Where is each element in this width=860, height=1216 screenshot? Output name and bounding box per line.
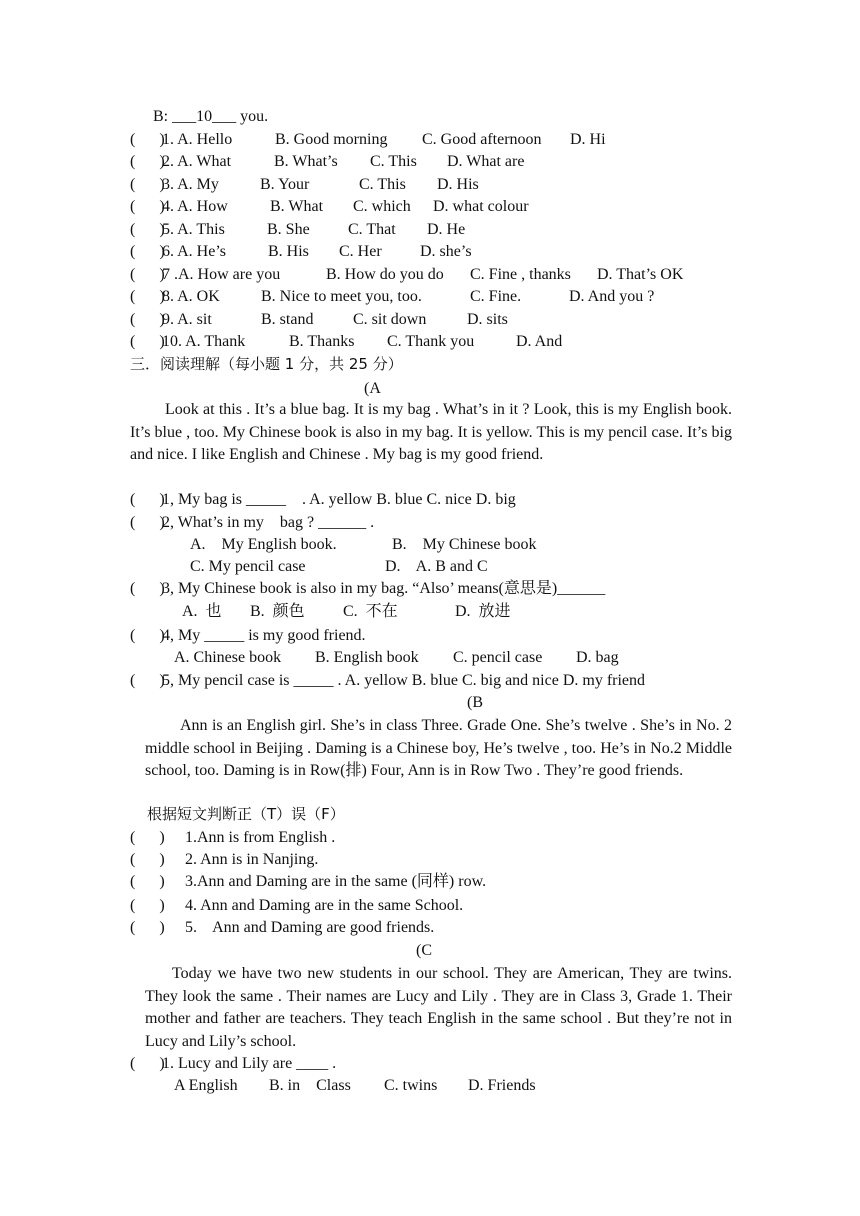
option-a: 9. A. sit <box>162 311 212 328</box>
answer-paren[interactable]: ( ) <box>130 243 165 260</box>
option-d: D. Hi <box>570 131 606 148</box>
option-b: B. She <box>267 221 310 238</box>
option-b: B. What <box>270 198 324 215</box>
c-q1-option-a: A English <box>174 1077 238 1094</box>
a-q3-option-d: D. 放进 <box>455 603 511 620</box>
option-c: C. Fine. <box>470 288 522 305</box>
option-c: C. Thank you <box>387 333 475 350</box>
passage-a-text: Look at this . It’s a blue bag. It is my bag . What’s in it ? Look, this is my English book. It’s blue , too. My Chinese book is also in my bag. It is yellow. This is my pencil case. It’s big and nice. I like English and Chinese . My bag is my good friend. <box>130 401 732 463</box>
c-q1-option-d: D. Friends <box>468 1077 536 1094</box>
a-q3-option-b: B. 颜色 <box>250 603 305 620</box>
answer-paren[interactable]: ( ) <box>130 514 165 531</box>
statement-text: 5. Ann and Daming are good friends. <box>185 919 435 936</box>
option-c: C. sit down <box>353 311 427 328</box>
section-heading: 三．阅读理解（每小题 1 分，共 25 分） <box>130 355 403 373</box>
question-text: 2, What’s in my bag ? ______ . <box>162 514 375 531</box>
option-a: 6. A. He’s <box>162 243 226 260</box>
option-a: 8. A. OK <box>162 288 220 305</box>
question-text: 1, My bag is _____ . A. yellow B. blue C. nice D. big <box>162 491 516 508</box>
option-b: B. How do you do <box>326 266 444 283</box>
option-d: D. sits <box>467 311 508 328</box>
a-q2-option-a: A. My English book. <box>190 536 337 553</box>
a-q4-option-c: C. pencil case <box>453 649 543 666</box>
answer-paren[interactable]: ( ) <box>130 131 165 148</box>
answer-paren[interactable]: ( ) <box>130 333 165 350</box>
answer-paren[interactable]: ( ) <box>130 1055 165 1072</box>
option-c: C. This <box>359 176 406 193</box>
option-c: C. That <box>348 221 396 238</box>
option-d: D. what colour <box>433 198 529 215</box>
option-a: 2. A. What <box>162 153 232 170</box>
option-a: 4. A. How <box>162 198 228 215</box>
answer-paren[interactable]: ( ) <box>130 491 165 508</box>
answer-paren[interactable]: ( ) <box>130 176 165 193</box>
answer-paren[interactable]: ( ) <box>130 580 165 597</box>
option-a: 7 .A. How are you <box>162 266 281 283</box>
option-c: C. which <box>353 198 411 215</box>
option-b: B. stand <box>261 311 314 328</box>
answer-paren[interactable]: ( ) <box>130 873 165 890</box>
a-q2-option-c: C. My pencil case <box>190 558 306 575</box>
option-c: C. This <box>370 153 417 170</box>
passage-c-label: (C <box>416 942 432 959</box>
statement-text: 3.Ann and Daming are in the same (同样) row. <box>185 873 487 890</box>
option-d: D. And you ? <box>569 288 655 305</box>
option-c: C. Fine , thanks <box>470 266 571 283</box>
a-q4-option-b: B. English book <box>315 649 419 666</box>
option-b: B. His <box>268 243 309 260</box>
c-q1-option-b: B. in Class <box>269 1077 351 1094</box>
passage-b-label: (B <box>467 694 483 711</box>
answer-paren[interactable]: ( ) <box>130 221 165 238</box>
dialog-line-b: B: ___10___ you. <box>153 108 269 125</box>
a-q4-option-a: A. Chinese book <box>174 649 282 666</box>
answer-paren[interactable]: ( ) <box>130 672 165 689</box>
question-text: 4, My _____ is my good friend. <box>162 627 366 644</box>
a-q2-option-b: B. My Chinese book <box>392 536 537 553</box>
option-d: D. That’s OK <box>597 266 684 283</box>
a-q2-option-d: D. A. B and C <box>385 558 488 575</box>
answer-paren[interactable]: ( ) <box>130 198 165 215</box>
option-a: 3. A. My <box>162 176 219 193</box>
option-c: C. Her <box>339 243 382 260</box>
answer-paren[interactable]: ( ) <box>130 288 165 305</box>
answer-paren[interactable]: ( ) <box>130 851 165 868</box>
answer-paren[interactable]: ( ) <box>130 627 165 644</box>
answer-paren[interactable]: ( ) <box>130 897 165 914</box>
option-d: D. What are <box>447 153 525 170</box>
option-c: C. Good afternoon <box>422 131 542 148</box>
statement-text: 2. Ann is in Nanjing. <box>185 851 319 868</box>
passage-a-label: (A <box>364 380 381 397</box>
option-d: D. she’s <box>420 243 472 260</box>
answer-paren[interactable]: ( ) <box>130 919 165 936</box>
answer-paren[interactable]: ( ) <box>130 266 165 283</box>
question-text: 5, My pencil case is _____ . A. yellow B. blue C. big and nice D. my friend <box>162 672 646 689</box>
a-q3-option-c: C. 不在 <box>343 603 398 620</box>
option-d: D. His <box>437 176 479 193</box>
passage-b-text: Ann is an English girl. She’s in class Three. Grade One. She’s twelve . She’s in No. 2 middle school in Beijing . Daming is a Chinese boy, He’s twelve , too. He’s in No.2 Middle school, too. Daming is in Row(排) Four, Ann is in Row Two . They’re good friends. <box>145 717 732 779</box>
statement-text: 4. Ann and Daming are in the same School. <box>185 897 464 914</box>
answer-paren[interactable]: ( ) <box>130 311 165 328</box>
option-b: B. What’s <box>274 153 338 170</box>
option-b: B. Good morning <box>275 131 388 148</box>
option-b: B. Nice to meet you, too. <box>261 288 422 305</box>
option-b: B. Thanks <box>289 333 355 350</box>
a-q3-option-a: A. 也 <box>182 603 222 620</box>
option-d: D. And <box>516 333 563 350</box>
option-d: D. He <box>427 221 466 238</box>
option-a: 5. A. This <box>162 221 225 238</box>
option-a: 1. A. Hello <box>162 131 233 148</box>
answer-paren[interactable]: ( ) <box>130 829 165 846</box>
option-b: B. Your <box>260 176 310 193</box>
a-q4-option-d: D. bag <box>576 649 619 666</box>
true-false-instruction: 根据短文判断正（T）误（F） <box>147 805 345 823</box>
answer-paren[interactable]: ( ) <box>130 153 165 170</box>
passage-c-text: Today we have two new students in our school. They are American, They are twins. They look the same . Their names are Lucy and Lily . They are in Class 3, Grade 1. Their mother and father are teachers. They teach English in the same school . But they’re not in Lucy and Lily’s school. <box>145 965 732 1050</box>
question-text: 1. Lucy and Lily are ____ . <box>162 1055 337 1072</box>
statement-text: 1.Ann is from English . <box>185 829 336 846</box>
option-a: 10. A. Thank <box>162 333 246 350</box>
question-text: 3, My Chinese book is also in my bag. “Also’ means(意思是)______ <box>162 580 606 597</box>
c-q1-option-c: C. twins <box>384 1077 438 1094</box>
